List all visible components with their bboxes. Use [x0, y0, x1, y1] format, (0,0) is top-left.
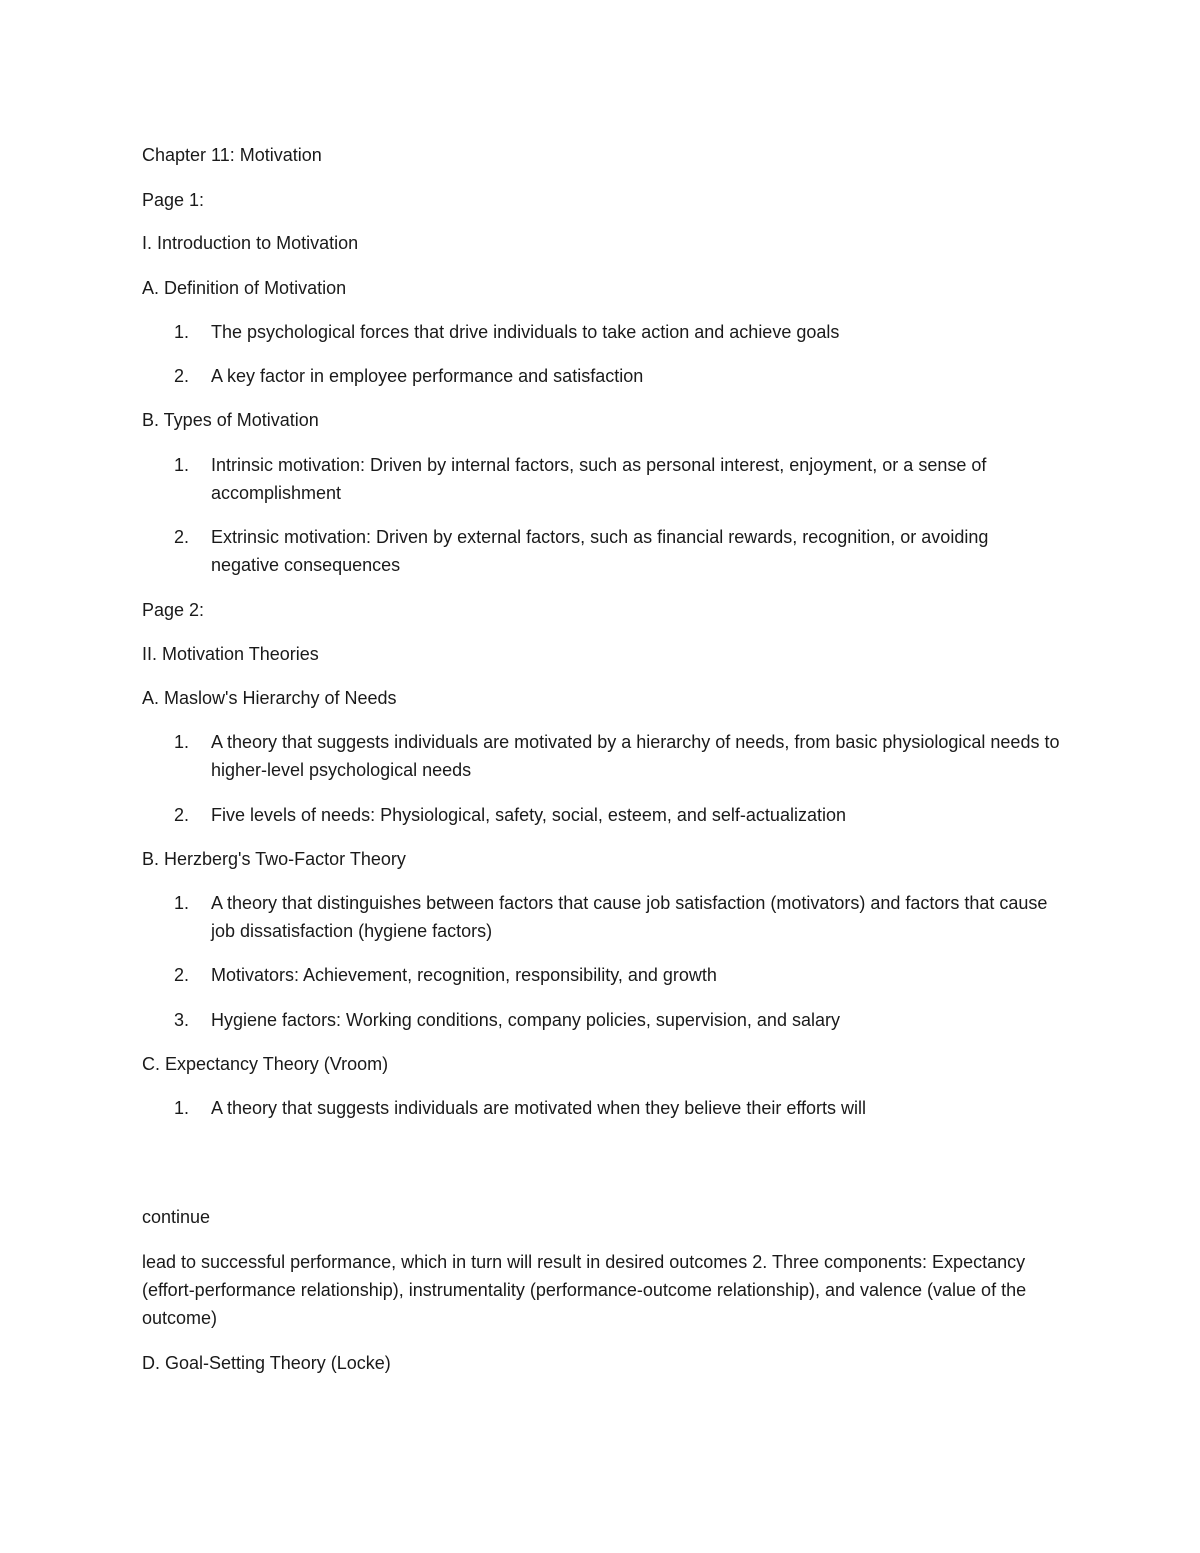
- list-number: 2.: [174, 366, 190, 386]
- list-text: Five levels of needs: Physiological, safety, social, esteem, and self-actualization: [211, 805, 846, 825]
- section-1-heading: I. Introduction to Motivation: [142, 233, 359, 253]
- list-number: 2.: [174, 965, 190, 985]
- continuation-paragraph: lead to successful performance, which in turn will result in desired outcomes 2. Three components: Expectancy (effort-performance relationship), instrumentality (performance-outcome relationship), and valence (value of the outcome): [142, 1252, 1027, 1328]
- list-text: A theory that distinguishes between factors that cause job satisfaction (motivators) and factors that cause job dissatisfaction (hygiene factors): [211, 893, 1048, 941]
- list-text: Hygiene factors: Working conditions, company policies, supervision, and salary: [211, 1010, 840, 1030]
- list-text: Extrinsic motivation: Driven by external factors, such as financial rewards, recognition, or avoiding negative consequences: [211, 527, 989, 575]
- list-number: 1.: [174, 455, 190, 475]
- list-text: A key factor in employee performance and satisfaction: [211, 366, 644, 386]
- list-number: 2.: [174, 527, 190, 547]
- list-item: [174, 523, 1061, 579]
- list-item: [174, 801, 1061, 829]
- list-item: [174, 728, 1061, 784]
- list-number: 1.: [174, 893, 190, 913]
- list-number: 1.: [174, 732, 190, 752]
- subsection-maslow-heading: A. Maslow's Hierarchy of Needs: [142, 688, 397, 708]
- list-item: [174, 362, 1061, 390]
- list-text: The psychological forces that drive individuals to take action and achieve goals: [211, 322, 840, 342]
- subsection-expectancy-heading: C. Expectancy Theory (Vroom): [142, 1054, 389, 1074]
- list-text: A theory that suggests individuals are motivated by a hierarchy of needs, from basic physiological needs to higher-level psychological needs: [211, 732, 1060, 780]
- list-number: 1.: [174, 1098, 190, 1118]
- list-text: A theory that suggests individuals are motivated when they believe their efforts will: [211, 1098, 867, 1118]
- list-text: Intrinsic motivation: Driven by internal factors, such as personal interest, enjoyment, or a sense of accomplishment: [211, 455, 987, 503]
- list-text: Motivators: Achievement, recognition, responsibility, and growth: [211, 965, 717, 985]
- list-number: 3.: [174, 1010, 190, 1030]
- list-item: [174, 318, 1061, 346]
- continue-label: continue: [142, 1207, 211, 1227]
- list-number: 1.: [174, 322, 190, 342]
- list-item: [174, 1006, 1061, 1034]
- subsection-types-heading: B. Types of Motivation: [142, 410, 319, 430]
- subsection-definition-heading: A. Definition of Motivation: [142, 278, 347, 298]
- subsection-herzberg-heading: B. Herzberg's Two-Factor Theory: [142, 849, 406, 869]
- chapter-title: Chapter 11: Motivation: [142, 145, 322, 165]
- page-2-label: Page 2:: [142, 600, 205, 620]
- list-item: [174, 961, 1061, 989]
- list-item: [174, 451, 1061, 507]
- section-2-heading: II. Motivation Theories: [142, 644, 319, 664]
- subsection-goal-setting-heading: D. Goal-Setting Theory (Locke): [142, 1353, 391, 1373]
- page-1-label: Page 1:: [142, 190, 205, 210]
- list-item: [174, 889, 1061, 945]
- list-number: 2.: [174, 805, 190, 825]
- list-item: [174, 1094, 1061, 1122]
